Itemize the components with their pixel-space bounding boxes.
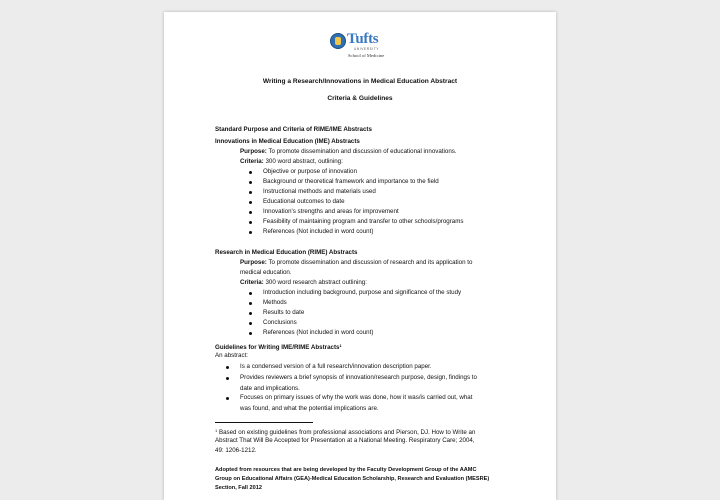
list-item: Instructional methods and materials used — [263, 187, 376, 198]
bullet-icon — [226, 397, 229, 400]
document-title: Writing a Research/Innovations in Medical Education Abstract — [262, 78, 458, 85]
ime-purpose-label: Purpose: — [240, 148, 267, 155]
rime-purpose-cont: medical education. — [240, 269, 292, 276]
bullet-icon — [249, 221, 252, 224]
list-item: Feasibility of maintaining program and transfer to other schools/programs — [263, 217, 464, 228]
rime-criteria — [240, 278, 367, 289]
list-item: Objective or purpose of innovation — [263, 167, 357, 178]
footnote-line-3: 49: 1206-1212. — [215, 447, 257, 454]
adopted-line-1: Adopted from resources that are being developed by the Faculty Development Group of the AAMC — [215, 467, 477, 473]
adopted-line-2: Group on Educational Affairs (GEA)-Medical Education Scholarship, Research and Evaluation (MESRE) — [215, 476, 490, 482]
bullet-icon — [249, 171, 252, 174]
bullet-icon — [249, 231, 252, 234]
bullet-icon — [249, 312, 252, 315]
footnote-ref: 1 — [339, 343, 342, 348]
bullet-icon — [249, 211, 252, 214]
rime-purpose — [240, 258, 472, 269]
bullet-icon — [226, 366, 229, 369]
list-item: References (Not included in word count) — [263, 328, 373, 339]
bullet-icon — [249, 292, 252, 295]
adopted-line-3: Section, Fall 2012 — [215, 485, 262, 491]
list-item: Innovation's strengths and areas for improvement — [263, 207, 399, 218]
ime-criteria-text: 300 word abstract, outlining: — [263, 158, 343, 165]
list-item: Introduction including background, purpose and significance of the study — [263, 288, 461, 299]
ime-purpose-text: To promote dissemination and discussion of educational innovations. — [266, 148, 457, 155]
rime-purpose-label: Purpose: — [240, 259, 267, 266]
rime-heading: Research in Medical Education (RIME) Abstracts — [215, 249, 358, 256]
ime-criteria — [240, 157, 343, 168]
bullet-icon — [249, 191, 252, 194]
rime-purpose-text: To promote dissemination and discussion of research and its application to — [266, 259, 473, 266]
bullet-icon — [226, 377, 229, 380]
ime-purpose — [240, 147, 457, 158]
logo-wordmark: Tufts — [347, 31, 379, 47]
footnote-divider — [215, 422, 313, 423]
list-item: Methods — [263, 298, 287, 309]
rime-criteria-text: 300 word research abstract outlining: — [263, 279, 367, 286]
section-heading: Standard Purpose and Criteria of RIME/IME Abstracts — [215, 126, 372, 133]
list-item: Results to date — [263, 308, 304, 319]
list-item: References (Not included in word count) — [263, 227, 373, 238]
bullet-icon — [249, 201, 252, 204]
list-item: Focuses on primary issues of why the work was done, how it was/is carried out, what was found, and what the potential implications are. — [240, 393, 472, 414]
logo-university: UNIVERSITY — [354, 47, 380, 51]
document-subtitle: Criteria & Guidelines — [327, 95, 393, 102]
list-item: Is a condensed version of a full research/innovation description paper. — [240, 362, 432, 373]
bullet-icon — [249, 302, 252, 305]
list-item: Provides reviewers a brief synopsis of innovation/research purpose, design, findings to date and implications. — [240, 373, 477, 394]
ime-heading: Innovations in Medical Education (IME) Abstracts — [215, 138, 360, 145]
footnote-line-2: Abstract That Will Be Accepted for Presentation at a National Meeting. Respiratory Care; 2004, — [215, 437, 475, 444]
document-page — [164, 12, 556, 500]
rime-criteria-label: Criteria: — [240, 279, 264, 286]
tufts-logo — [330, 31, 400, 65]
list-item: Educational outcomes to date — [263, 197, 345, 208]
logo-school: School of Medicine — [348, 53, 385, 58]
list-item: Conclusions — [263, 318, 297, 329]
footnote-line-1: $^1$ Based on existing guidelines from professional associations and Pierson, DJ. How to Write an — [215, 428, 476, 436]
guidelines-heading: Guidelines for Writing IME/RIME Abstracts$^1$ — [215, 343, 342, 351]
bullet-icon — [249, 322, 252, 325]
guidelines-intro: An abstract: — [215, 352, 249, 359]
ime-criteria-label: Criteria: — [240, 158, 264, 165]
bullet-icon — [249, 332, 252, 335]
list-item: Background or theoretical framework and importance to the field — [263, 177, 439, 188]
bullet-icon — [249, 181, 252, 184]
tufts-seal-icon — [330, 33, 346, 49]
